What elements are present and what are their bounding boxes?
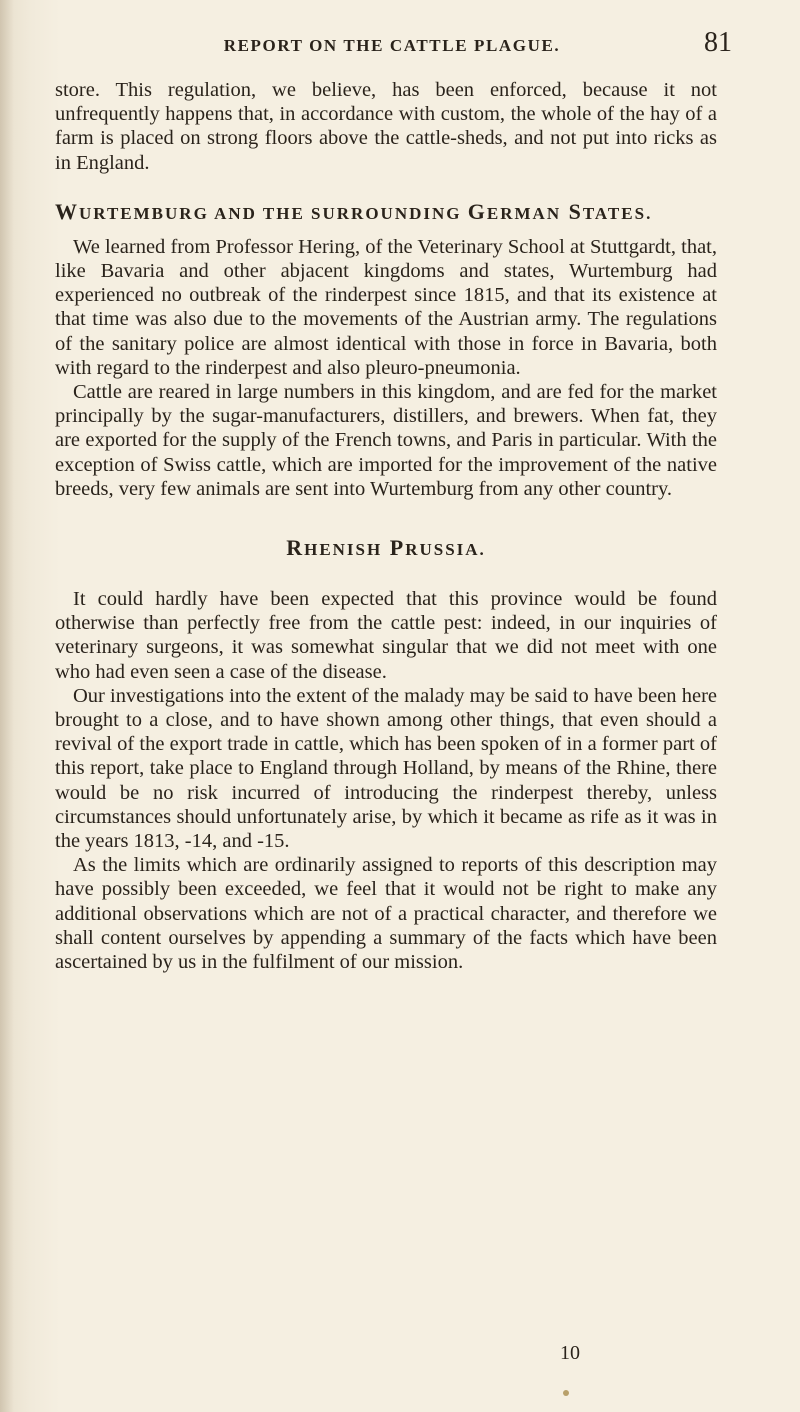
paragraph-province-free: It could hardly have been expected that this province would be found otherwise than perfectly free from the cattle pest: indeed, in our inquiries of veterinary surgeons, it was somewhat singular that we did not meet with one who had even seen a case of the disease. [55,588,717,683]
page-number: 81 [704,27,732,58]
ink-spot [563,1390,569,1396]
paragraph-cattle-reared: Cattle are reared in large numbers in this kingdom, and are fed for the market principally by the sugar-manufacturers, distillers, and brewers. When fat, they are exported for the supply of the French towns, and Paris in particular. With the exception of Swiss cattle, which are imported for the improvement of the native breeds, very few animals are sent into Wurtemburg from any other country. [55,381,717,500]
section-heading-wurtemburg [55,199,717,225]
heading-text: TATES. [582,203,653,223]
heading-text: RUSSIA. [405,540,486,560]
body-text [55,78,717,974]
section-heading-rhenish-prussia [55,535,717,561]
paragraph-hay-storage: store. This regulation, we believe, has been enforced, because it not unfrequently happens that, in accordance with custom, the whole of the hay of a farm is placed on strong floors above the cattle-sheds, and not put into ricks as in England. [55,79,717,174]
signature-mark: 10 [560,1342,580,1364]
heading-initial: R [286,535,305,561]
paragraph-limits-of-report: As the limits which are ordinarily assigned to reports of this description may have possibly been exceeded, we feel that it would not be right to make any additional observations which are not of a practical character, and therefore we shall content ourselves by appending a summary of the facts which have been ascertained by us in the fulfilment of our mission. [55,854,717,974]
paragraph-investigations: Our investigations into the extent of the malady may be said to have been here brought to a close, and to have shown among other things, that even should a revival of the export trade in cattle, which has been spoken of in a former part of this report, take place to England through Holland, by means of the Rhine, there would be no risk incurred of introducing the rinderpest thereby, unless circumstances should unfortunately arise, by which it became as rife as it was in the years 1813, -14, and -15. [55,684,717,853]
paragraph-professor-hering: We learned from Professor Hering, of the Veterinary School at Stuttgardt, that, like Bavaria and other abjacent kingdoms and states, Wurtemburg had experienced no outbreak of the rinderpest since 1815, and that its existence at that time was also due to the movements of the Austrian army. The regulations of the sanitary police are almost identical with those in force in Bavaria, both with regard to the rinderpest and also pleuro-pneumonia. [55,235,717,379]
heading-initial: P [382,535,406,561]
running-title: REPORT ON THE CATTLE PLAGUE. [223,36,561,55]
heading-text: HENISH [304,540,383,560]
running-head [52,26,732,60]
heading-text: URTEMBURG [79,203,209,223]
heading-text: ERMAN [486,203,562,223]
heading-initial: G [467,198,487,224]
page-binding-shadow [0,0,14,1412]
heading-text: AND THE SURROUNDING [208,203,468,223]
heading-initial: W [55,198,79,224]
heading-initial: S [561,198,583,224]
